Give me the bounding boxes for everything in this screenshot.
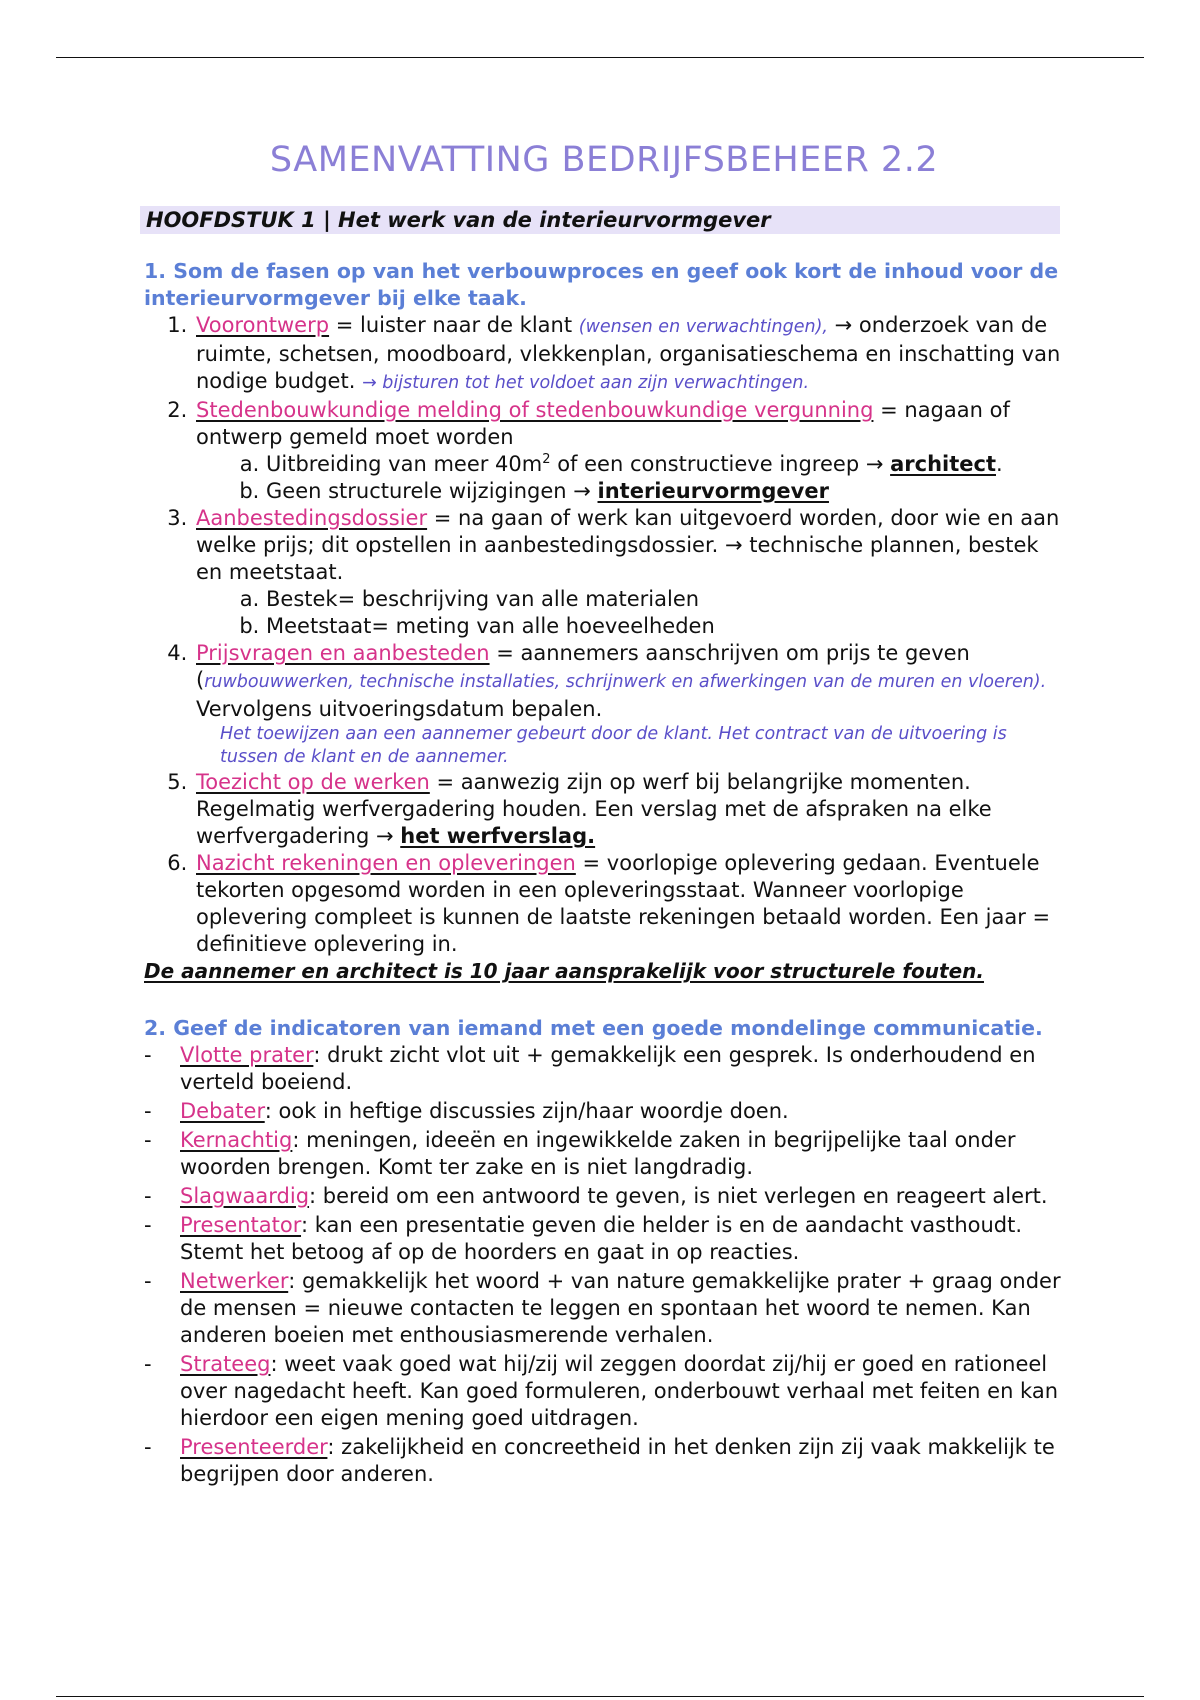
phase-text: = aanwezig zijn op werf bij belangrijke momenten. Regelmatig werfvergadering houden. Een verslag met de afspraken na elke werfvergadering → [196,770,992,848]
indicator-text: : meningen, ideeën en ingewikkelde zaken in begrijpelijke taal onder woorden brengen. Komt ter zake en is niet langdradig. [180,1128,1016,1179]
phase-text: → onderzoek van de ruimte, schetsen, moodboard, vlekkenplan, organisatieschema en inschatting van nodige budget. [196,313,1061,393]
document-body [144,140,1064,1490]
phase-note-paragraph: Het toewijzen aan een aannemer gebeurt door de klant. Het contract van de uitvoering is tussen de klant en de aannemer. [220,724,1007,767]
sub-text: of een constructieve ingreep → [550,452,891,476]
indicator-term: Netwerker [180,1269,289,1293]
phase-bold: het werfverslag. [400,824,596,848]
sub-item: a. Bestek= beschrijving van alle materialen [266,586,1064,613]
question-1: 1. Som de fasen op van het verbouwproces en geef ook kort de inhoud voor de interieurvormgever bij elke taak. [144,259,1059,310]
phase-text: = voorlopige oplevering gedaan. Eventuele tekorten opgesomd worden in een opleveringsstaat. Wanneer voorlopige oplevering compleet is kunnen de laatste rekeningen betaald worden. Een jaar = definitieve oplevering in. [196,851,1051,956]
indicator-item [144,1098,1064,1125]
sub-list [196,451,1064,505]
phase-text: Vervolgens uitvoeringsdatum bepalen. [196,697,603,721]
sub-text: Geen structurele wijzigingen → [266,479,598,503]
sub-item [266,478,1064,505]
sub-bold: interieurvormgever [597,479,829,503]
indicator-text: : zakelijkheid en concreetheid in het denken zijn zij vaak makkelijk te begrijpen door anderen. [180,1435,1055,1486]
phase-text: = nagaan of ontwerp gemeld moet worden [196,398,1010,449]
phase-text: = na gaan of werk kan uitgevoerd worden, door wie en aan welke prijs; dit opstellen in aanbestedingsdossier. → technische plannen, bestek en meetstaat. [196,506,1060,584]
liability-statement: De aannemer en architect is 10 jaar aansprakelijk voor structurele fouten. [144,959,984,983]
indicator-term: Presenteerder [180,1435,328,1459]
chapter-heading: HOOFDSTUK 1 | Het werk van de interieurvormgever [140,206,1060,234]
phase-term: Prijsvragen en aanbesteden [196,641,490,665]
phase-list [144,312,1064,958]
indicator-term: Strateeg [180,1352,271,1376]
phase-item [194,769,1064,850]
phase-term: Stedenbouwkundige melding of stedenbouwkundige vergunning [196,398,874,422]
phase-text: = luister naar de klant [329,313,579,337]
indicator-term: Debater [180,1099,265,1123]
indicator-text: : weet vaak goed wat hij/zij wil zeggen doordat zij/hij er goed en rationeel over nagedacht heeft. Kan goed formuleren, onderbouwt verhaal met feiten en kan hierdoor een eigen mening goed uitdragen. [180,1352,1059,1430]
indicator-item [144,1434,1064,1488]
indicator-text: : kan een presentatie geven die helder is en de aandacht vasthoudt. Stemt het betoog af op de hoorders en gaat in op reacties. [180,1213,1023,1264]
indicator-item [144,1183,1064,1210]
indicator-text: : gemakkelijk het woord + van nature gemakkelijke prater + graag onder de mensen = nieuwe contacten te leggen en spontaan het woord te nemen. Kan anderen boeien met enthousiasmerende verhalen. [180,1269,1061,1347]
phase-item [194,312,1064,397]
indicator-term: Vlotte prater [180,1043,314,1067]
phase-term: Toezicht op de werken [196,770,430,794]
phase-item [194,397,1064,505]
sub-item: b. Meetstaat= meting van alle hoeveelheden [266,613,1064,640]
sub-text: . [996,452,1003,476]
sub-item [266,451,1064,478]
superscript: 2 [542,452,551,467]
sub-text: Uitbreiding van meer 40m [266,452,543,476]
indicator-item [144,1268,1064,1349]
indicator-list [144,1042,1064,1488]
sub-list [196,586,1064,640]
indicator-item [144,1127,1064,1181]
indicator-item [144,1351,1064,1432]
sub-bold: architect [890,452,996,476]
phase-item [194,850,1064,958]
indicator-text: : ook in heftige discussies zijn/haar woordje doen. [264,1099,789,1123]
top-rule [56,57,1144,58]
phase-text: = aannemers aanschrijven om prijs te geven ( [196,641,970,692]
phase-term: Nazicht rekeningen en opleveringen [196,851,576,875]
indicator-item [144,1042,1064,1096]
indicator-text: : bereid om een antwoord te geven, is niet verlegen en reageert alert. [309,1184,1048,1208]
phase-note: → bijsturen tot het voldoet aan zijn verwachtingen. [362,373,810,393]
phase-note: (wensen en verwachtingen), [578,317,828,337]
section-gap [144,985,1064,1015]
question-2: 2. Geef de indicatoren van iemand met een goede mondelinge communicatie. [144,1016,1043,1040]
indicator-item [144,1212,1064,1266]
phase-term: Aanbestedingsdossier [196,506,428,530]
indicator-term: Slagwaardig [180,1184,310,1208]
indicator-term: Presentator [180,1213,302,1237]
phase-item [194,505,1064,640]
indicator-term: Kernachtig [180,1128,293,1152]
phase-item [194,640,1064,769]
phase-note: ruwbouwwerken, technische installaties, schrijnwerk en afwerkingen van de muren en vloeren). [204,672,1047,692]
page-title: SAMENVATTING BEDRIJFSBEHEER 2.2 [269,140,939,180]
bottom-rule [56,1696,1144,1697]
phase-term: Voorontwerp [196,313,330,337]
indicator-text: : drukt zicht vlot uit + gemakkelijk een gesprek. Is onderhoudend en verteld boeiend. [180,1043,1036,1094]
